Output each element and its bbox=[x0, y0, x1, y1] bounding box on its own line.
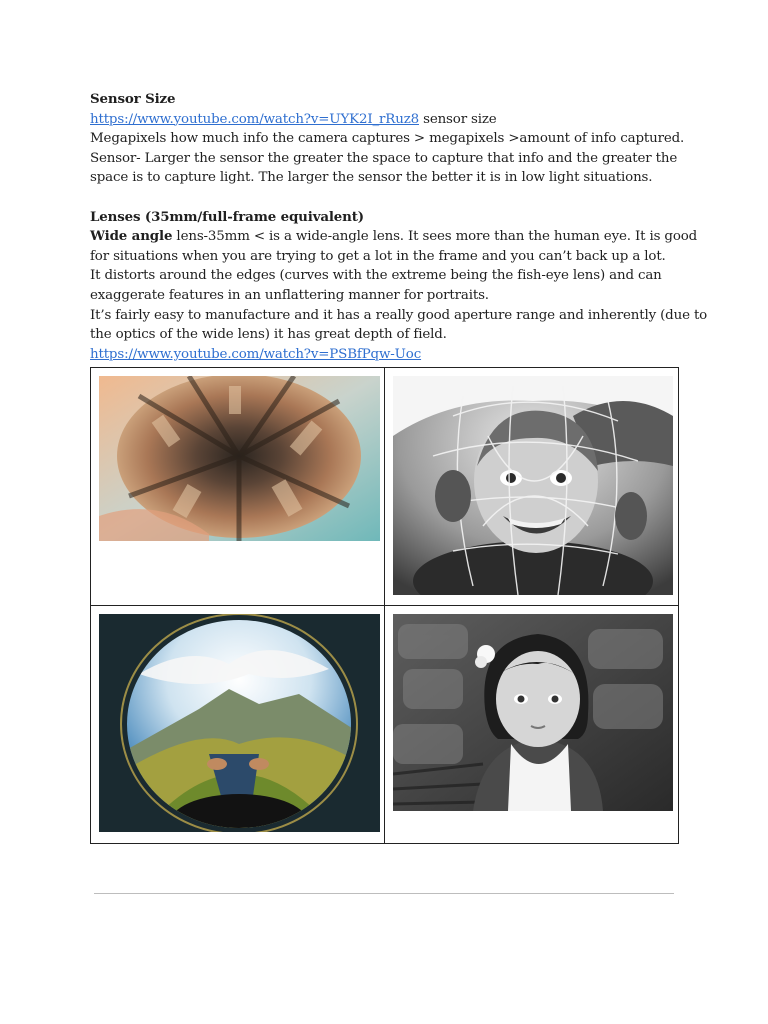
wide-angle-label: Wide angle bbox=[90, 228, 173, 245]
sensor-text-1: Sensor- Larger the sensor the greater the space to capture that info and the greater the bbox=[90, 150, 678, 166]
paragraph-gap bbox=[90, 188, 680, 208]
photo-cell-city bbox=[91, 368, 385, 606]
photo-cell-girl bbox=[385, 606, 679, 844]
megapixels-text: Megapixels how much info the camera captures > megapixels >amount of info captured. bbox=[90, 131, 685, 147]
fisheye-mountain-photo bbox=[99, 614, 380, 832]
wide-angle-text-5: It’s fairly easy to manufacture and it has a really good aperture range and inherently (due to bbox=[90, 307, 708, 323]
wide-angle-text-3: It distorts around the edges (curves with the extreme being the fish-eye lens) and can bbox=[90, 268, 662, 284]
sensor-size-heading: Sensor Size bbox=[90, 91, 176, 107]
document-body bbox=[90, 90, 708, 364]
photo-cell-mountain bbox=[91, 606, 385, 844]
photo-cell-child-fence bbox=[385, 368, 679, 606]
wide-angle-text-4: exaggerate features in an unflattering manner for portraits. bbox=[90, 287, 489, 303]
wide-angle-text-2: for situations when you are trying to get a lot in the frame and you can’t back up a lot. bbox=[90, 248, 666, 264]
sensor-link-line bbox=[90, 110, 680, 130]
photo-table bbox=[90, 367, 679, 844]
sensor-text-2: space is to capture light. The larger the sensor the better it is in low light situations. bbox=[90, 170, 653, 186]
wide-angle-text: lens-35mm < is a wide-angle lens. It sees more than the human eye. It is good bbox=[172, 229, 698, 245]
wide-angle-girl-portrait-photo bbox=[393, 614, 673, 811]
wide-angle-video-link[interactable]: https://www.youtube.com/watch?v=PSBfPqw-Uoc bbox=[90, 346, 422, 362]
wide-angle-text-6: the optics of the wide lens) it has great depth of field. bbox=[90, 327, 447, 343]
lenses-heading: Lenses (35mm/full-frame equivalent) bbox=[90, 208, 364, 225]
wide-angle-line bbox=[90, 227, 698, 247]
page-divider bbox=[94, 893, 674, 894]
fisheye-child-fence-photo bbox=[393, 376, 673, 595]
fisheye-city-photo bbox=[99, 376, 380, 541]
sensor-link-suffix: sensor size bbox=[418, 111, 497, 127]
lenses-link-line bbox=[90, 345, 680, 365]
sensor-size-video-link[interactable]: https://www.youtube.com/watch?v=UYK2I_rRuz8 bbox=[90, 111, 419, 127]
